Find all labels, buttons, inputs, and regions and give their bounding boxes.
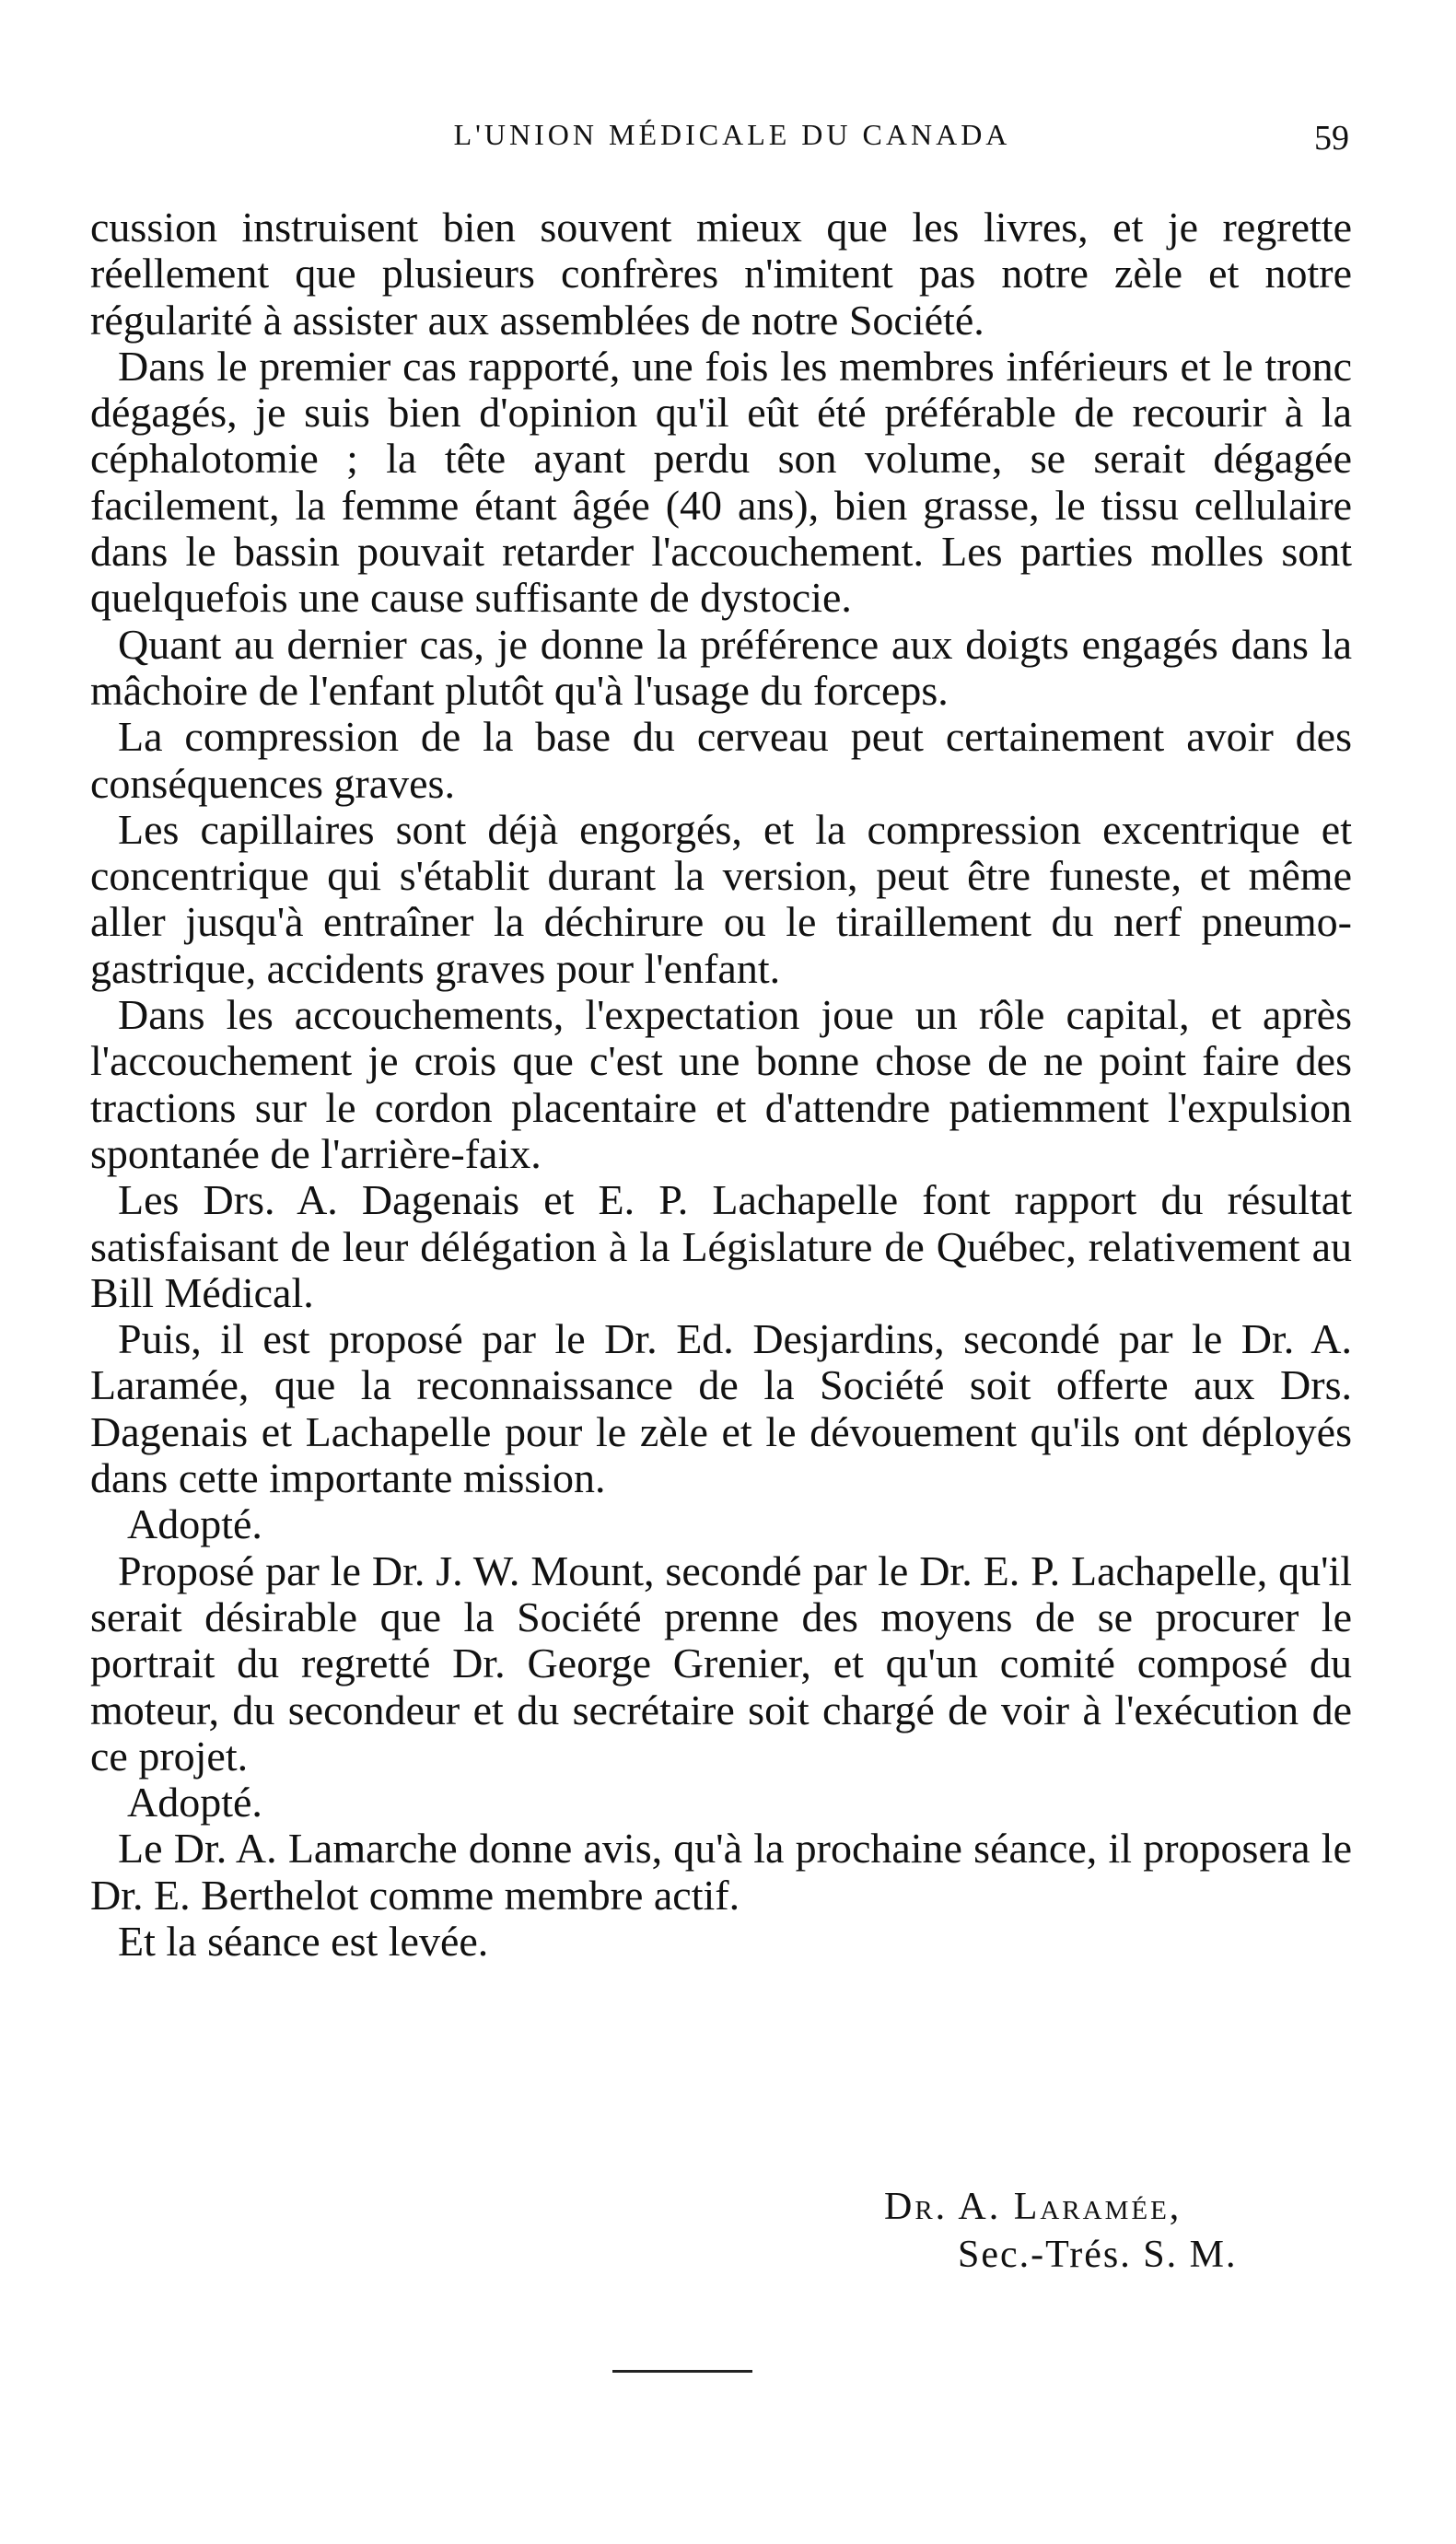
page-number: 59 bbox=[1314, 119, 1349, 158]
paragraph-expectation: Dans les accouchements, l'expectation joue un rôle capital, et après l'accouchement je crois que c'est une bonne chose de ne point faire des tractions sur le cordon placentaire et d'attendre patiemment l'expulsion spontanée de l'arrière-faix. bbox=[90, 991, 1352, 1177]
running-title: L'UNION MÉDICALE DU CANADA bbox=[453, 118, 1011, 151]
paragraph-capillaries: Les capillaires sont déjà engorgés, et la compression excentrique et concentrique qui s'établit durant la version, peut être funeste, et même aller jusqu'à entraîner la déchirure ou le tiraillement du nerf pneumo-gastrique, accidents graves pour l'enfant. bbox=[90, 805, 1352, 992]
signature-title: Sec.-Trés. S. M. bbox=[958, 2234, 1238, 2276]
end-rule bbox=[612, 2370, 752, 2373]
paragraph-delegation-report: Les Drs. A. Dagenais et E. P. Lachapelle font rapport du résultat satisfaisant de leur délégation à la Législature de Québec, relativement au Bill Médical. bbox=[90, 1176, 1352, 1316]
paragraph-notice: Le Dr. A. Lamarche donne avis, qu'à la prochaine séance, il proposera le Dr. E. Berthelot comme membre actif. bbox=[90, 1825, 1352, 1919]
paragraph-first-case: Dans le premier cas rapporté, une fois les membres inférieurs et le tronc dégagés, je suis bien d'opinion qu'il eût été préférable de recourir à la céphalotomie ; la tête ayant perdu son volume, se serait dégagée facilement, la femme étant âgée (40 ans), bien grasse, le tissu cellulaire dans le bassin pouvait retarder l'accouchement. Les parties molles sont quelquefois une cause suffisante de dystocie. bbox=[90, 342, 1352, 622]
paragraph-adjourned: Et la séance est levée. bbox=[118, 1917, 489, 1965]
running-head bbox=[92, 118, 1372, 164]
body-text bbox=[90, 204, 1352, 1965]
signature-name: Dr. A. Laramée, bbox=[884, 2186, 1182, 2228]
paragraph-continuation: cussion instruisent bien souvent mieux que les livres, et je regrette réellement que plusieurs confrères n'imitent pas notre zèle et notre régularité à assister aux assemblées de notre Société. bbox=[90, 204, 1352, 344]
paragraph-adopted: Adopté. bbox=[127, 1500, 262, 1548]
paragraph-compression: La compression de la base du cerveau peut certainement avoir des conséquences graves. bbox=[90, 713, 1352, 807]
paragraph-motion-portrait: Proposé par le Dr. J. W. Mount, secondé par le Dr. E. P. Lachapelle, qu'il serait désirable que la Société prenne des moyens de se procurer le portrait du regretté Dr. George Grenier, et qu'un comité composé du moteur, du secondeur et du secrétaire soit chargé de voir à l'exécution de ce projet. bbox=[90, 1546, 1352, 1780]
paragraph-last-case: Quant au dernier cas, je donne la préférence aux doigts engagés dans la mâchoire de l'enfant plutôt qu'à l'usage du forceps. bbox=[90, 620, 1352, 714]
paragraph-motion-thanks: Puis, il est proposé par le Dr. Ed. Desjardins, secondé par le Dr. A. Laramée, que la reconnaissance de la Société soit offerte aux Drs. Dagenais et Lachapelle pour le zèle et le dévouement qu'ils ont déployés dans cette importante mission. bbox=[90, 1315, 1352, 1502]
signature-block bbox=[884, 2183, 1345, 2279]
paragraph-adopted: Adopté. bbox=[127, 1779, 262, 1826]
